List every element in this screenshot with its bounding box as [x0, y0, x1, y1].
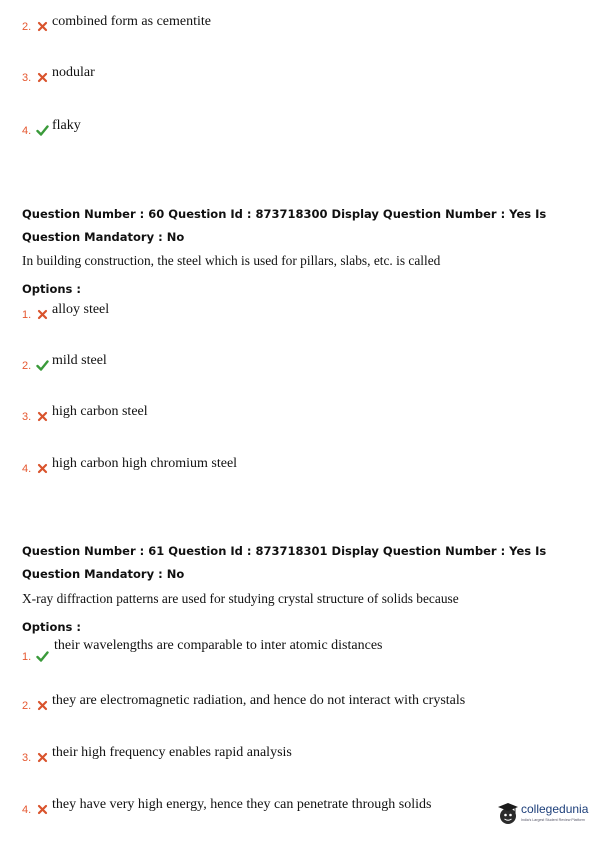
option-text: nodular [52, 65, 95, 80]
check-icon [36, 124, 49, 137]
option-text: their wavelengths are comparable to inter atomic distances [54, 638, 383, 653]
option-text: they have very high energy, hence they can penetrate through solids [52, 797, 432, 812]
option-text: high carbon steel [52, 404, 148, 419]
cross-icon [36, 699, 49, 712]
check-icon [36, 359, 49, 372]
cross-icon [36, 803, 49, 816]
cross-icon [36, 20, 49, 33]
option-number: 3. [22, 752, 32, 764]
option-text: mild steel [52, 353, 107, 368]
cross-icon [36, 410, 49, 423]
option-number: 4. [22, 804, 32, 816]
question-header: Question Number : 61 Question Id : 873718301 Display Question Number : Yes Is Question Mandatory : No [22, 544, 547, 581]
option-text: alloy steel [52, 302, 110, 317]
logo-brand: collegedunia [521, 802, 589, 816]
logo-tagline: India's Largest Student Review Platform [521, 818, 585, 822]
option-number: 2. [22, 21, 32, 33]
option-number: 1. [22, 651, 32, 663]
option-number: 3. [22, 411, 32, 423]
option-text: high carbon high chromium steel [52, 456, 238, 471]
cross-icon [36, 308, 49, 321]
option-number: 4. [22, 125, 32, 137]
option-number: 1. [22, 309, 32, 321]
option-number: 2. [22, 360, 32, 372]
option-text: flaky [52, 118, 81, 133]
collegedunia-logo [497, 800, 589, 832]
option-text: combined form as cementite [52, 14, 211, 29]
graduation-cap-icon [497, 802, 519, 826]
question-text: X-ray diffraction patterns are used for studying crystal structure of solids because [22, 591, 459, 606]
cross-icon [36, 71, 49, 84]
question-text: In building construction, the steel which is used for pillars, slabs, etc. is called [22, 253, 441, 268]
option-number: 4. [22, 463, 32, 475]
question-header: Question Number : 60 Question Id : 873718300 Display Question Number : Yes Is Question Mandatory : No [22, 207, 547, 244]
option-text: they are electromagnetic radiation, and hence do not interact with crystals [52, 693, 466, 708]
option-number: 3. [22, 72, 32, 84]
check-icon [36, 650, 49, 663]
option-text: their high frequency enables rapid analysis [52, 745, 292, 760]
options-label: Options : [22, 282, 81, 296]
option-number: 2. [22, 700, 32, 712]
cross-icon [36, 462, 49, 475]
cross-icon [36, 751, 49, 764]
options-label: Options : [22, 620, 81, 634]
